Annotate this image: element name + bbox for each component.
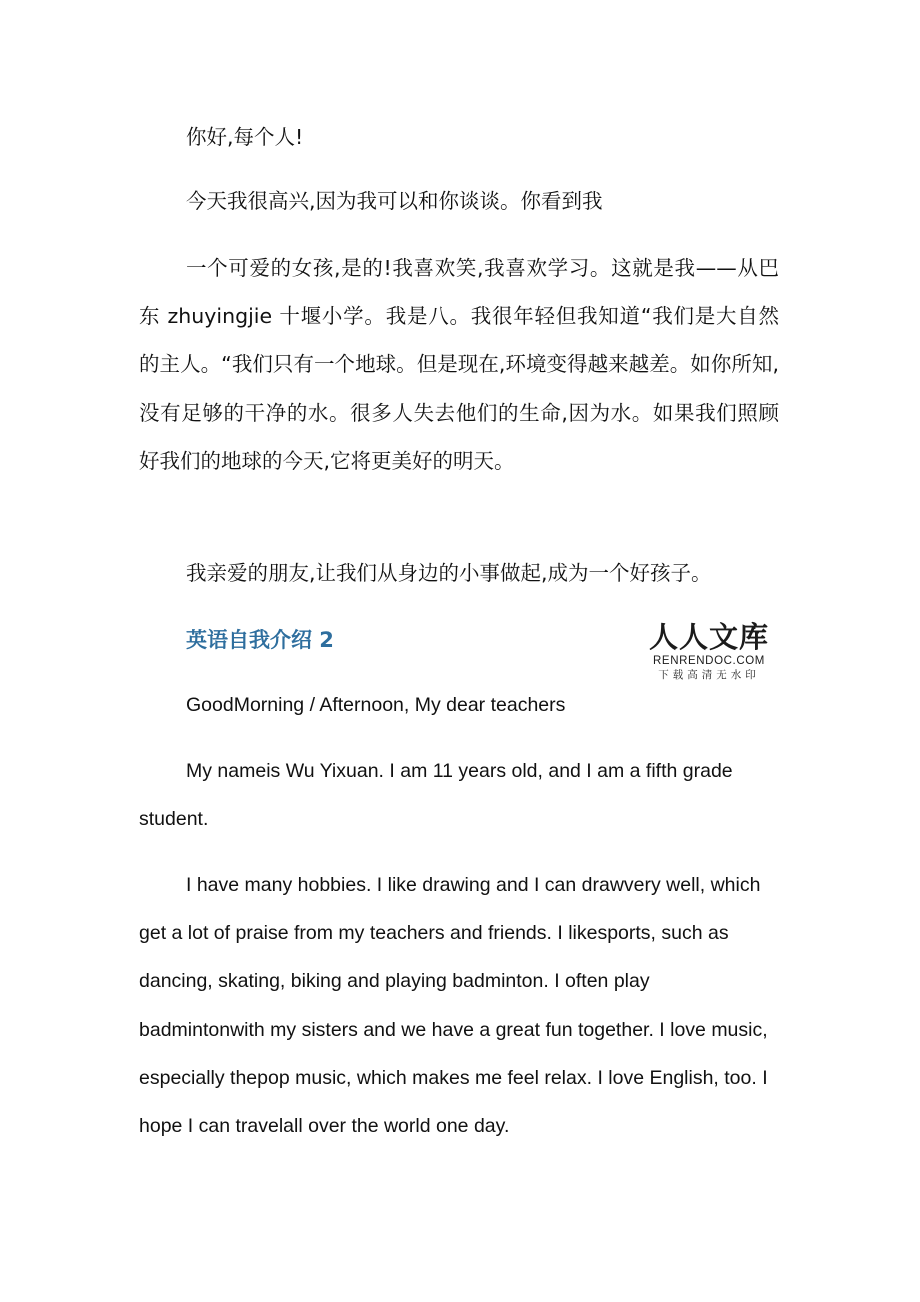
- intro-paragraph: 今天我很高兴,因为我可以和你谈谈。你看到我: [186, 189, 603, 213]
- salutation-paragraph: GoodMorning / Afternoon, My dear teachers: [186, 694, 566, 716]
- body-paragraph-cn: 一个可爱的女孩,是的!我喜欢笑,我喜欢学习。这就是我——从巴东 zhuyingjie 十堰小学。我是八。我很年轻但我知道“我们是大自然的主人。“我们只有一个地球。但是现在,环境变得越来越差。如你所知,没有足够的干净的水。很多人失去他们的生命,因为水。如果我们照顾好我们的地球的今天,它将更美好的明天。: [139, 256, 779, 473]
- greeting-paragraph: 你好,每个人!: [186, 125, 304, 149]
- closing-paragraph-cn: 我亲爱的朋友,让我们从身边的小事做起,成为一个好孩子。: [186, 561, 712, 585]
- section-heading: 英语自我介绍 2: [186, 628, 334, 652]
- hobbies-paragraph: I have many hobbies. I like drawing and I can drawvery well, which get a lot of praise from my teachers and friends. I likesports, such as dancing, skating, biking and playing badminton. I often play badmintonwith my sisters and we have a great fun together. I love music, especially thepop music, which makes me feel relax. I love English, too. I hope I can travelall over the world one day.: [139, 874, 768, 1138]
- name-paragraph: My nameis Wu Yixuan. I am 11 years old, and I am a fifth grade student.: [139, 760, 733, 831]
- renrendoc-watermark-logo: [646, 620, 772, 682]
- watermark-domain: RENRENDOC.COM: [653, 655, 765, 667]
- watermark-tagline: 下载高清无水印: [658, 669, 760, 681]
- watermark-title: 人人文库: [648, 620, 769, 654]
